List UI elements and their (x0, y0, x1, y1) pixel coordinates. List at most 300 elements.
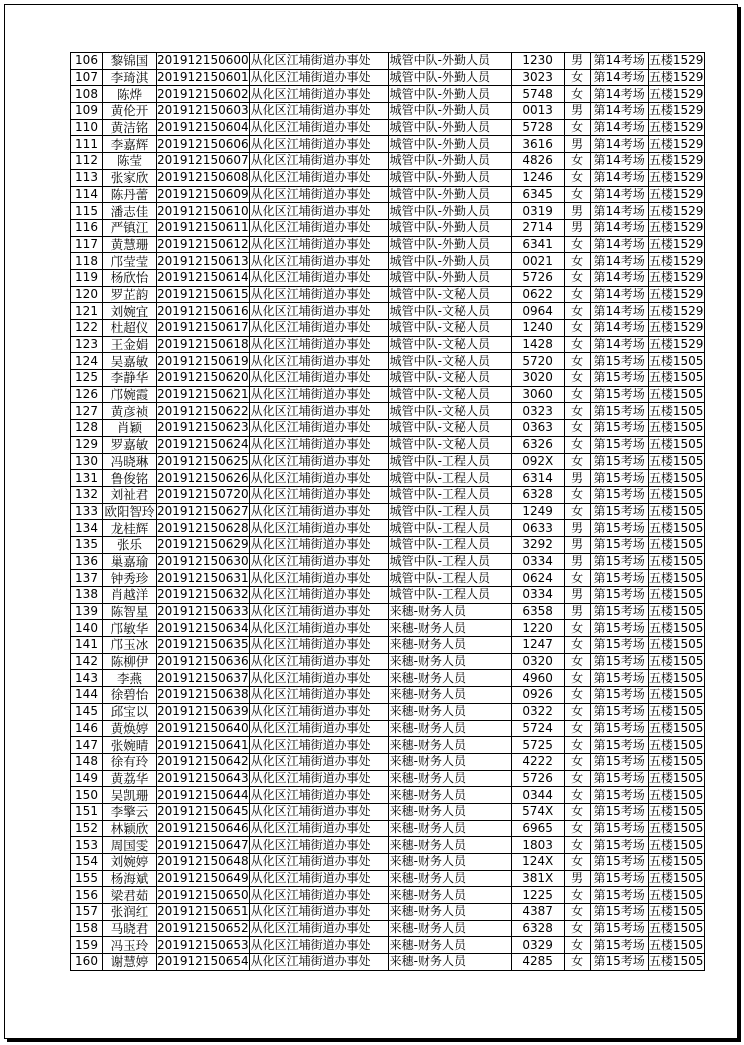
ticket-number-cell: 201912150604 (157, 120, 249, 135)
position-cell: 城管中队-外勤人员 (388, 69, 511, 86)
gender-cell: 男 (564, 520, 590, 537)
classroom-cell: 五楼1505 (648, 820, 704, 835)
gender-cell: 女 (564, 119, 590, 136)
name-cell: 邝玉冰 (103, 637, 157, 654)
table-row (71, 787, 705, 804)
id-suffix-cell: 0344 (511, 787, 564, 804)
gender-cell: 女 (564, 236, 590, 253)
ticket-number-cell: 201912150606 (157, 136, 249, 151)
name-cell: 巢嘉瑜 (103, 553, 157, 570)
classroom-cell: 五楼1529 (648, 270, 704, 285)
name-cell: 鲁俊铭 (103, 470, 157, 487)
table-row (71, 753, 705, 770)
position-cell: 城管中队-工程人员 (388, 486, 511, 503)
gender-cell: 女 (564, 787, 590, 804)
id-suffix-cell: 4387 (511, 904, 564, 921)
table-row (71, 86, 705, 103)
id-suffix-cell: 4222 (511, 753, 564, 770)
ticket-number-cell: 201912150613 (157, 253, 249, 268)
id-suffix-cell: 124X (511, 854, 564, 871)
id-suffix-cell: 6358 (511, 603, 564, 620)
unit-cell: 从化区江埔街道办事处 (249, 820, 388, 837)
id-suffix-cell: 0322 (511, 703, 564, 720)
name-cell: 黄焕婷 (103, 720, 157, 737)
classroom-cell: 五楼1529 (648, 203, 704, 218)
unit-cell: 从化区江埔街道办事处 (249, 169, 388, 186)
ticket-number-cell: 201912150609 (157, 186, 249, 201)
id-suffix-cell: 5726 (511, 269, 564, 286)
position-cell: 城管中队-工程人员 (388, 470, 511, 487)
gender-cell: 男 (564, 219, 590, 236)
exam-room-cell: 第15考场 (590, 720, 648, 737)
id-suffix-cell: 3292 (511, 536, 564, 553)
position-cell: 城管中队-工程人员 (388, 503, 511, 520)
unit-cell: 从化区江埔街道办事处 (249, 153, 388, 170)
position-cell: 来穗-财务人员 (388, 920, 511, 937)
gender-cell: 女 (564, 86, 590, 103)
table-row (71, 937, 705, 954)
exam-room-cell: 第15考场 (590, 937, 648, 954)
unit-cell: 从化区江埔街道办事处 (249, 670, 388, 687)
ticket-number-cell: 201912150635 (157, 637, 249, 652)
ticket-number-cell: 201912150654 (157, 954, 249, 969)
seq-cell: 121 (71, 303, 103, 320)
name-cell: 李擎云 (103, 803, 157, 820)
name-cell: 张婉晴 (103, 737, 157, 754)
exam-room-cell: 第15考场 (590, 854, 648, 871)
position-cell: 来穗-财务人员 (388, 887, 511, 904)
ticket-number-cell: 201912150616 (157, 303, 249, 318)
seq-cell: 127 (71, 403, 103, 420)
unit-cell: 从化区江埔街道办事处 (249, 336, 388, 353)
exam-room-cell: 第15考场 (590, 353, 648, 370)
seq-cell: 134 (71, 520, 103, 537)
ticket-number-cell: 201912150629 (157, 537, 249, 552)
position-cell: 来穗-财务人员 (388, 787, 511, 804)
ticket-number-cell: 201912150601 (157, 70, 249, 85)
unit-cell: 从化区江埔街道办事处 (249, 637, 388, 654)
classroom-cell: 五楼1505 (648, 403, 704, 418)
seq-cell: 155 (71, 870, 103, 887)
name-cell: 冯玉玲 (103, 937, 157, 954)
classroom-cell: 五楼1505 (648, 620, 704, 635)
position-cell: 来穗-财务人员 (388, 820, 511, 837)
table-row (71, 286, 705, 303)
ticket-number-cell: 201912150617 (157, 320, 249, 335)
table-row (71, 536, 705, 553)
classroom-cell: 五楼1505 (648, 937, 704, 952)
classroom-cell: 五楼1529 (648, 103, 704, 118)
gender-cell: 女 (564, 770, 590, 787)
ticket-number-cell: 201912150602 (157, 86, 249, 101)
seq-cell: 140 (71, 620, 103, 637)
id-suffix-cell: 6341 (511, 236, 564, 253)
unit-cell: 从化区江埔街道办事处 (249, 386, 388, 403)
id-suffix-cell: 4960 (511, 670, 564, 687)
id-suffix-cell: 0021 (511, 253, 564, 270)
position-cell: 城管中队-工程人员 (388, 536, 511, 553)
name-cell: 李琦淇 (103, 69, 157, 86)
seq-cell: 107 (71, 69, 103, 86)
classroom-cell: 五楼1529 (648, 303, 704, 318)
table-row (71, 520, 705, 537)
id-suffix-cell: 4285 (511, 954, 564, 971)
seq-cell: 143 (71, 670, 103, 687)
name-cell: 黄洁铭 (103, 119, 157, 136)
ticket-number-cell: 201912150636 (157, 654, 249, 669)
id-suffix-cell: 3023 (511, 69, 564, 86)
seq-cell: 149 (71, 770, 103, 787)
exam-room-cell: 第14考场 (590, 86, 648, 103)
gender-cell: 女 (564, 854, 590, 871)
classroom-cell: 五楼1505 (648, 787, 704, 802)
unit-cell: 从化区江埔街道办事处 (249, 486, 388, 503)
seq-cell: 151 (71, 803, 103, 820)
seq-cell: 141 (71, 637, 103, 654)
unit-cell: 从化区江埔街道办事处 (249, 653, 388, 670)
name-cell: 黄伦开 (103, 103, 157, 120)
classroom-cell: 五楼1505 (648, 954, 704, 969)
unit-cell: 从化区江埔街道办事处 (249, 803, 388, 820)
table-row (71, 620, 705, 637)
id-suffix-cell: 0926 (511, 687, 564, 704)
table-row (71, 803, 705, 820)
exam-room-cell: 第14考场 (590, 119, 648, 136)
name-cell: 罗嘉敏 (103, 436, 157, 453)
id-suffix-cell: 0323 (511, 403, 564, 420)
unit-cell: 从化区江埔街道办事处 (249, 470, 388, 487)
exam-room-cell: 第15考场 (590, 620, 648, 637)
gender-cell: 男 (564, 53, 590, 70)
id-suffix-cell: 1225 (511, 887, 564, 904)
name-cell: 李静华 (103, 370, 157, 387)
position-cell: 城管中队-文秘人员 (388, 320, 511, 337)
seq-cell: 148 (71, 753, 103, 770)
name-cell: 梁君茹 (103, 887, 157, 904)
seq-cell: 118 (71, 253, 103, 270)
name-cell: 张家欣 (103, 169, 157, 186)
ticket-number-cell: 201912150644 (157, 787, 249, 802)
position-cell: 来穗-财务人员 (388, 753, 511, 770)
ticket-number-cell: 201912150634 (157, 620, 249, 635)
table-row (71, 920, 705, 937)
exam-room-cell: 第15考场 (590, 820, 648, 837)
name-cell: 肖颖 (103, 420, 157, 437)
name-cell: 李燕 (103, 670, 157, 687)
exam-room-cell: 第15考场 (590, 637, 648, 654)
table-row (71, 820, 705, 837)
exam-room-cell: 第14考场 (590, 269, 648, 286)
unit-cell: 从化区江埔街道办事处 (249, 753, 388, 770)
name-cell: 吴凯珊 (103, 787, 157, 804)
classroom-cell: 五楼1505 (648, 553, 704, 568)
gender-cell: 男 (564, 870, 590, 887)
ticket-number-cell: 201912150632 (157, 587, 249, 602)
classroom-cell: 五楼1505 (648, 921, 704, 936)
seq-cell: 111 (71, 136, 103, 153)
name-cell: 钟秀珍 (103, 570, 157, 587)
table-row (71, 887, 705, 904)
classroom-cell: 五楼1505 (648, 871, 704, 886)
table-row (71, 954, 705, 971)
table-row (71, 837, 705, 854)
seq-cell: 123 (71, 336, 103, 353)
exam-room-cell: 第15考场 (590, 587, 648, 604)
table-row (71, 854, 705, 871)
position-cell: 城管中队-文秘人员 (388, 386, 511, 403)
ticket-number-cell: 201912150720 (157, 487, 249, 502)
classroom-cell: 五楼1529 (648, 320, 704, 335)
exam-room-cell: 第15考场 (590, 536, 648, 553)
ticket-number-cell: 201912150646 (157, 820, 249, 835)
position-cell: 来穗-财务人员 (388, 687, 511, 704)
gender-cell: 女 (564, 436, 590, 453)
seq-cell: 115 (71, 203, 103, 220)
table-row (71, 236, 705, 253)
unit-cell: 从化区江埔街道办事处 (249, 954, 388, 971)
exam-room-cell: 第14考场 (590, 69, 648, 86)
exam-room-cell: 第15考场 (590, 420, 648, 437)
id-suffix-cell: 5724 (511, 720, 564, 737)
classroom-cell: 五楼1505 (648, 904, 704, 919)
name-cell: 罗芷韵 (103, 286, 157, 303)
ticket-number-cell: 201912150600 (157, 53, 249, 68)
name-cell: 潘志佳 (103, 203, 157, 220)
gender-cell: 女 (564, 920, 590, 937)
seq-cell: 156 (71, 887, 103, 904)
ticket-number-cell: 201912150648 (157, 854, 249, 869)
position-cell: 城管中队-外勤人员 (388, 153, 511, 170)
position-cell: 来穗-财务人员 (388, 954, 511, 971)
table-row (71, 453, 705, 470)
exam-room-cell: 第15考场 (590, 603, 648, 620)
ticket-number-cell: 201912150639 (157, 704, 249, 719)
gender-cell: 女 (564, 269, 590, 286)
name-cell: 肖越洋 (103, 587, 157, 604)
unit-cell: 从化区江埔街道办事处 (249, 453, 388, 470)
id-suffix-cell: 381X (511, 870, 564, 887)
unit-cell: 从化区江埔街道办事处 (249, 119, 388, 136)
ticket-number-cell: 201912150653 (157, 937, 249, 952)
classroom-cell: 五楼1529 (648, 120, 704, 135)
gender-cell: 女 (564, 453, 590, 470)
name-cell: 邝敏华 (103, 620, 157, 637)
seq-cell: 124 (71, 353, 103, 370)
unit-cell: 从化区江埔街道办事处 (249, 286, 388, 303)
classroom-cell: 五楼1529 (648, 136, 704, 151)
gender-cell: 女 (564, 887, 590, 904)
id-suffix-cell: 0334 (511, 553, 564, 570)
classroom-cell: 五楼1505 (648, 737, 704, 752)
gender-cell: 女 (564, 720, 590, 737)
seq-cell: 139 (71, 603, 103, 620)
name-cell: 刘婉婷 (103, 854, 157, 871)
classroom-cell: 五楼1505 (648, 770, 704, 785)
position-cell: 城管中队-外勤人员 (388, 103, 511, 120)
ticket-number-cell: 201912150640 (157, 720, 249, 735)
name-cell: 龙桂辉 (103, 520, 157, 537)
exam-room-cell: 第15考场 (590, 870, 648, 887)
unit-cell: 从化区江埔街道办事处 (249, 570, 388, 587)
exam-room-cell: 第14考场 (590, 336, 648, 353)
seq-cell: 147 (71, 737, 103, 754)
seq-cell: 152 (71, 820, 103, 837)
classroom-cell: 五楼1529 (648, 186, 704, 201)
position-cell: 来穗-财务人员 (388, 803, 511, 820)
unit-cell: 从化区江埔街道办事处 (249, 253, 388, 270)
ticket-number-cell: 201912150625 (157, 453, 249, 468)
table-row (71, 470, 705, 487)
ticket-number-cell: 201912150647 (157, 837, 249, 852)
id-suffix-cell: 4826 (511, 153, 564, 170)
unit-cell: 从化区江埔街道办事处 (249, 854, 388, 871)
ticket-number-cell: 201912150618 (157, 337, 249, 352)
ticket-number-cell: 201912150649 (157, 871, 249, 886)
seq-cell: 146 (71, 720, 103, 737)
ticket-number-cell: 201912150642 (157, 754, 249, 769)
classroom-cell: 五楼1505 (648, 420, 704, 435)
seq-cell: 154 (71, 854, 103, 871)
gender-cell: 女 (564, 286, 590, 303)
gender-cell: 女 (564, 937, 590, 954)
name-cell: 陈智星 (103, 603, 157, 620)
classroom-cell: 五楼1505 (648, 804, 704, 819)
exam-room-cell: 第15考场 (590, 653, 648, 670)
name-cell: 杨海斌 (103, 870, 157, 887)
gender-cell: 女 (564, 320, 590, 337)
name-cell: 严镇江 (103, 219, 157, 236)
ticket-number-cell: 201912150627 (157, 503, 249, 518)
position-cell: 城管中队-外勤人员 (388, 186, 511, 203)
position-cell: 城管中队-文秘人员 (388, 336, 511, 353)
unit-cell: 从化区江埔街道办事处 (249, 370, 388, 387)
id-suffix-cell: 2714 (511, 219, 564, 236)
id-suffix-cell: 1230 (511, 53, 564, 70)
gender-cell: 男 (564, 587, 590, 604)
gender-cell: 女 (564, 670, 590, 687)
classroom-cell: 五楼1505 (648, 453, 704, 468)
unit-cell: 从化区江埔街道办事处 (249, 303, 388, 320)
id-suffix-cell: 3020 (511, 370, 564, 387)
exam-room-cell: 第15考场 (590, 503, 648, 520)
ticket-number-cell: 201912150641 (157, 737, 249, 752)
table-row (71, 503, 705, 520)
classroom-cell: 五楼1529 (648, 236, 704, 251)
id-suffix-cell: 1803 (511, 837, 564, 854)
unit-cell: 从化区江埔街道办事处 (249, 887, 388, 904)
gender-cell: 女 (564, 737, 590, 754)
position-cell: 城管中队-工程人员 (388, 553, 511, 570)
name-cell: 黄荔华 (103, 770, 157, 787)
ticket-number-cell: 201912150650 (157, 887, 249, 902)
id-suffix-cell: 574X (511, 803, 564, 820)
ticket-number-cell: 201912150637 (157, 670, 249, 685)
gender-cell: 男 (564, 470, 590, 487)
seq-cell: 114 (71, 186, 103, 203)
classroom-cell: 五楼1505 (648, 654, 704, 669)
classroom-cell: 五楼1505 (648, 687, 704, 702)
unit-cell: 从化区江埔街道办事处 (249, 136, 388, 153)
table-row (71, 420, 705, 437)
exam-room-cell: 第14考场 (590, 219, 648, 236)
unit-cell: 从化区江埔街道办事处 (249, 353, 388, 370)
id-suffix-cell: 3060 (511, 386, 564, 403)
seq-cell: 109 (71, 103, 103, 120)
table-row (71, 269, 705, 286)
seq-cell: 131 (71, 470, 103, 487)
unit-cell: 从化区江埔街道办事处 (249, 436, 388, 453)
table-row (71, 53, 705, 70)
gender-cell: 女 (564, 837, 590, 854)
seq-cell: 122 (71, 320, 103, 337)
gender-cell: 男 (564, 603, 590, 620)
seq-cell: 144 (71, 687, 103, 704)
name-cell: 周国雯 (103, 837, 157, 854)
exam-room-cell: 第15考场 (590, 837, 648, 854)
classroom-cell: 五楼1505 (648, 437, 704, 452)
exam-room-cell: 第15考场 (590, 486, 648, 503)
table-row (71, 570, 705, 587)
table-row (71, 303, 705, 320)
gender-cell: 女 (564, 904, 590, 921)
name-cell: 马晓君 (103, 920, 157, 937)
seq-cell: 106 (71, 53, 103, 70)
position-cell: 城管中队-外勤人员 (388, 219, 511, 236)
gender-cell: 女 (564, 803, 590, 820)
classroom-cell: 五楼1529 (648, 220, 704, 235)
id-suffix-cell: 1247 (511, 637, 564, 654)
table-row (71, 386, 705, 403)
id-suffix-cell: 0363 (511, 420, 564, 437)
exam-room-cell: 第15考场 (590, 386, 648, 403)
table-row (71, 603, 705, 620)
name-cell: 黄慧珊 (103, 236, 157, 253)
position-cell: 城管中队-文秘人员 (388, 403, 511, 420)
ticket-number-cell: 201912150614 (157, 270, 249, 285)
gender-cell: 男 (564, 103, 590, 120)
name-cell: 邝婉霞 (103, 386, 157, 403)
name-cell: 陈丹蕾 (103, 186, 157, 203)
table-row (71, 403, 705, 420)
id-suffix-cell: 1246 (511, 169, 564, 186)
gender-cell: 女 (564, 303, 590, 320)
seq-cell: 145 (71, 703, 103, 720)
table-row (71, 587, 705, 604)
name-cell: 吴嘉敏 (103, 353, 157, 370)
seq-cell: 132 (71, 486, 103, 503)
gender-cell: 女 (564, 620, 590, 637)
exam-room-cell: 第14考场 (590, 286, 648, 303)
unit-cell: 从化区江埔街道办事处 (249, 403, 388, 420)
seq-cell: 142 (71, 653, 103, 670)
position-cell: 来穗-财务人员 (388, 870, 511, 887)
position-cell: 来穗-财务人员 (388, 854, 511, 871)
exam-room-cell: 第15考场 (590, 770, 648, 787)
id-suffix-cell: 3616 (511, 136, 564, 153)
name-cell: 张润红 (103, 904, 157, 921)
classroom-cell: 五楼1505 (648, 670, 704, 685)
ticket-number-cell: 201912150624 (157, 437, 249, 452)
exam-room-cell: 第15考场 (590, 787, 648, 804)
gender-cell: 女 (564, 403, 590, 420)
gender-cell: 女 (564, 353, 590, 370)
ticket-number-cell: 201912150633 (157, 604, 249, 619)
table-row (71, 653, 705, 670)
exam-room-cell: 第14考场 (590, 136, 648, 153)
position-cell: 城管中队-外勤人员 (388, 269, 511, 286)
classroom-cell: 五楼1505 (648, 470, 704, 485)
gender-cell: 女 (564, 753, 590, 770)
